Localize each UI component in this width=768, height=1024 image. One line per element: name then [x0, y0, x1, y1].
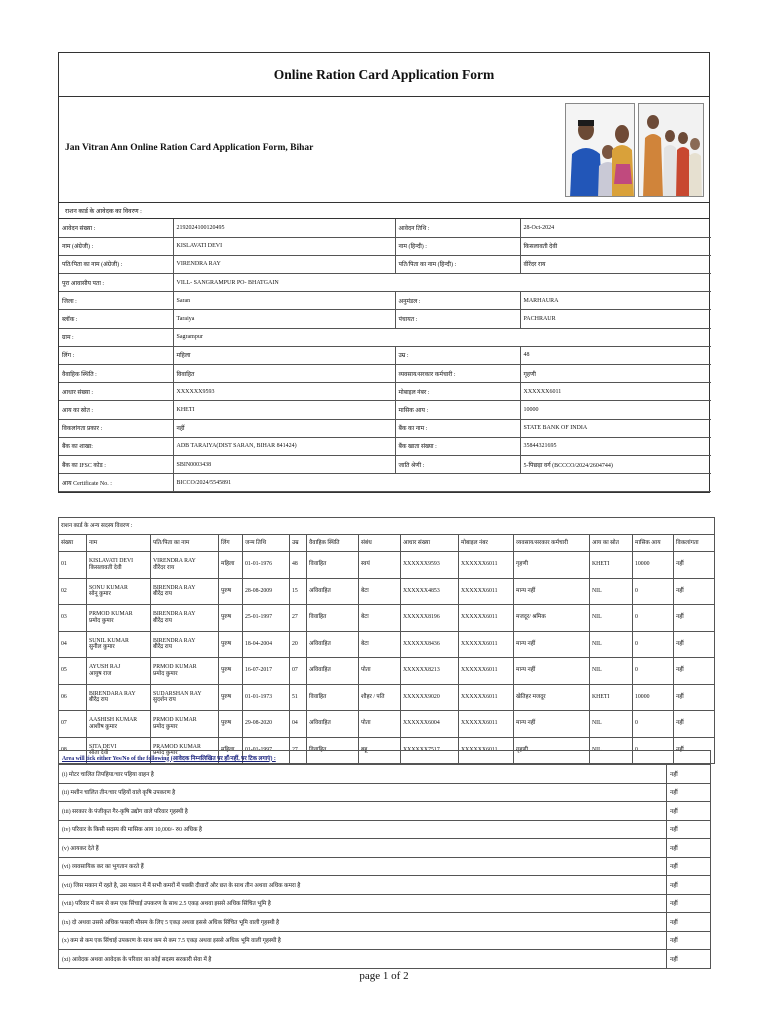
member-mobile: XXXXXX6011 — [459, 605, 514, 632]
member-income_src: NIL — [590, 578, 633, 605]
member-rel: बेटा — [359, 631, 401, 658]
field-label: उम्र : — [395, 346, 520, 364]
field-value: Saran — [173, 292, 395, 310]
member-father-name — [151, 684, 219, 711]
member-name-en: PRMOD KUMAR — [89, 611, 133, 618]
member-dis: नहीं — [674, 658, 715, 685]
applicant-row — [59, 437, 711, 455]
member-name — [87, 605, 151, 632]
asset-question-row — [59, 802, 711, 821]
field-value: VILL- SANGRAMPUR PO- BHATGAIN — [173, 274, 711, 292]
field-value: नहीं — [173, 419, 395, 437]
field-value: XXXXXX6011 — [520, 383, 711, 401]
father-name-hi: प्रमोद कुमार — [153, 723, 178, 730]
member-number: 07 — [59, 711, 87, 738]
member-number: 04 — [59, 631, 87, 658]
member-income: 10000 — [633, 552, 674, 579]
member-dis: नहीं — [674, 737, 715, 764]
column-header: व्यवसाय/सरकार कर्मचारी — [514, 535, 590, 552]
asset-answer: नहीं — [667, 876, 711, 895]
field-label: मोबाइल नंबर : — [395, 383, 520, 401]
member-number: 08 — [59, 737, 87, 764]
member-father-name — [151, 605, 219, 632]
asset-answer: नहीं — [667, 894, 711, 913]
asset-question: (viii) परिवार में कम से कम एक सिंचाई उपकरण के साथ 2.5 एकड़ अथवा इससे अधिक सिंचित भूमि है — [59, 894, 667, 913]
field-label: आवेदन तिथि : — [395, 219, 520, 237]
field-value: 2192024100120495 — [173, 219, 395, 237]
field-label: आधार संख्या : — [59, 383, 173, 401]
column-header: पति/पिता का नाम — [151, 535, 219, 552]
member-dob: 16-07-2017 — [243, 658, 290, 685]
members-table — [58, 517, 715, 764]
member-rel: पोता — [359, 711, 401, 738]
member-gender: पुरुष — [219, 658, 243, 685]
member-name-hi: सीता देवी — [89, 750, 109, 757]
member-name-en: SONU KUMAR — [89, 584, 128, 591]
member-gender: महिला — [219, 552, 243, 579]
member-mobile: XXXXXX6011 — [459, 631, 514, 658]
member-aadhaar: XXXXXX6004 — [401, 711, 459, 738]
member-income: 0 — [633, 658, 674, 685]
member-rel: बेटा — [359, 578, 401, 605]
field-label: बैंक का नाम : — [395, 419, 520, 437]
member-row — [59, 605, 715, 632]
member-name-en: SUNIL KUMAR — [89, 637, 129, 644]
member-dis: नहीं — [674, 578, 715, 605]
field-label: व्यवसाय/सरकार कर्मचारी : — [395, 365, 520, 383]
member-age: 27 — [290, 605, 307, 632]
member-name — [87, 552, 151, 579]
field-value: Taraiya — [173, 310, 395, 328]
asset-question: (x) कम से कम एक सिंचाई उपकरण के साथ कम से कम 7.5 एकड़ अथवा इससे अधिक भूमि वाली गृहस्थी है — [59, 931, 667, 950]
asset-question-row — [59, 876, 711, 895]
member-occ: गृहणी — [514, 737, 590, 764]
applicant-row — [59, 274, 711, 292]
member-name-hi: बीरेंद्र राय — [89, 697, 108, 704]
member-occ: मान्य नहीं — [514, 578, 590, 605]
field-value: SBIN0003438 — [173, 455, 395, 473]
field-label: आवेदन संख्या : — [59, 219, 173, 237]
field-label: पति/पिता का नाम (अंग्रेजी) : — [59, 255, 173, 273]
member-name-en: BIRENDARA RAY — [89, 690, 136, 697]
member-name-en: KISLAVATI DEVI — [89, 558, 134, 565]
member-name-hi: किसलावती देवी — [89, 564, 122, 571]
father-name-en: BIRENDRA RAY — [153, 637, 196, 644]
member-dis: नहीं — [674, 605, 715, 632]
member-dob: 01-01-1997 — [243, 737, 290, 764]
member-dis: नहीं — [674, 631, 715, 658]
header-section — [59, 97, 709, 203]
applicant-section-title: राशन कार्ड के आवेदक का विवरण : — [59, 203, 709, 219]
applicant-row — [59, 419, 711, 437]
member-marital: विवाहित — [307, 737, 359, 764]
applicant-row — [59, 401, 711, 419]
member-occ: मान्य नहीं — [514, 631, 590, 658]
asset-answer: नहीं — [667, 913, 711, 932]
column-header: मासिक आय — [633, 535, 674, 552]
member-number: 02 — [59, 578, 87, 605]
member-occ: मान्य नहीं — [514, 711, 590, 738]
field-label: अनुमंडल : — [395, 292, 520, 310]
field-label: पूरा आवासीय पता : — [59, 274, 173, 292]
asset-answer: नहीं — [667, 820, 711, 839]
father-name-en: SUDARSHAN RAY — [153, 690, 202, 697]
father-name-hi: प्रमोद कुमार — [153, 750, 178, 757]
field-value: VIRENDRA RAY — [173, 255, 395, 273]
father-name-en: BIRENDRA RAY — [153, 611, 196, 618]
member-mobile: XXXXXX6011 — [459, 552, 514, 579]
member-marital: अविवाहित — [307, 711, 359, 738]
asset-question: (v) आयकर देते हैं — [59, 839, 667, 858]
member-father-name — [151, 711, 219, 738]
members-section-title: राशन कार्ड के अन्य सदस्य विवरण : — [59, 518, 715, 535]
member-income_src: NIL — [590, 658, 633, 685]
assets-table — [58, 750, 711, 969]
field-label: नाम (हिन्दी) : — [395, 237, 520, 255]
field-value: MARHAURA — [520, 292, 711, 310]
asset-answer: नहीं — [667, 765, 711, 784]
member-income_src: KHETI — [590, 684, 633, 711]
member-gender: पुरुष — [219, 711, 243, 738]
field-label: पंचायत : — [395, 310, 520, 328]
field-label: बैंक का IFSC कोड : — [59, 455, 173, 473]
member-aadhaar: XXXXXX7517 — [401, 737, 459, 764]
column-header: जन्म तिथि — [243, 535, 290, 552]
field-value: BICCO/2024/5545891 — [173, 474, 711, 492]
field-value: XXXXXX9593 — [173, 383, 395, 401]
father-name-en: PRMOD KUMAR — [153, 664, 197, 671]
member-age: 04 — [290, 711, 307, 738]
member-rel: बहू — [359, 737, 401, 764]
field-label: मासिक आय : — [395, 401, 520, 419]
member-occ: गृहणी — [514, 552, 590, 579]
applicant-row — [59, 365, 711, 383]
column-header: विकलांगता — [674, 535, 715, 552]
field-value: महिला — [173, 346, 395, 364]
member-mobile: XXXXXX6011 — [459, 684, 514, 711]
member-dis: नहीं — [674, 684, 715, 711]
member-father-name — [151, 631, 219, 658]
member-income_src: NIL — [590, 605, 633, 632]
member-number: 03 — [59, 605, 87, 632]
field-value: STATE BANK OF INDIA — [520, 419, 711, 437]
applicant-row — [59, 310, 711, 328]
asset-question-row — [59, 857, 711, 876]
field-value: KISLAVATI DEVI — [173, 237, 395, 255]
asset-question: (ii) मशीन चालित तीन/चार पहियों वाले कृषि उपकरण है — [59, 783, 667, 802]
member-mobile: XXXXXX6011 — [459, 737, 514, 764]
member-gender: पुरुष — [219, 605, 243, 632]
member-row — [59, 658, 715, 685]
member-income_src: NIL — [590, 711, 633, 738]
member-income: 0 — [633, 737, 674, 764]
field-value: 10000 — [520, 401, 711, 419]
member-name — [87, 684, 151, 711]
field-label: पति/पिता का नाम (हिन्दी) : — [395, 255, 520, 273]
member-rel: बेटा — [359, 605, 401, 632]
member-occ: मान्य नहीं — [514, 658, 590, 685]
member-dob: 18-04-2004 — [243, 631, 290, 658]
member-rel: स्वयं — [359, 552, 401, 579]
field-value: 48 — [520, 346, 711, 364]
member-gender: पुरुष — [219, 578, 243, 605]
field-label: लिंग : — [59, 346, 173, 364]
member-mobile: XXXXXX6011 — [459, 578, 514, 605]
father-name-hi: बीरेंद्र राय — [153, 591, 172, 598]
applicant-details-table — [59, 219, 711, 492]
column-header: नाम — [87, 535, 151, 552]
asset-question-row — [59, 950, 711, 969]
member-name-hi: आशीष कुमार — [89, 723, 117, 730]
form-frame — [58, 52, 710, 493]
column-header: लिंग — [219, 535, 243, 552]
member-rel: पोता — [359, 658, 401, 685]
applicant-row — [59, 237, 711, 255]
father-name-en: VIRENDRA RAY — [153, 558, 196, 565]
member-name-en: SITA DEVI — [89, 743, 117, 750]
member-number: 05 — [59, 658, 87, 685]
member-age: 48 — [290, 552, 307, 579]
applicant-row — [59, 255, 711, 273]
asset-answer: नहीं — [667, 839, 711, 858]
asset-answer: नहीं — [667, 950, 711, 969]
member-marital: अविवाहित — [307, 631, 359, 658]
member-dob: 01-01-1976 — [243, 552, 290, 579]
member-income_src: NIL — [590, 631, 633, 658]
asset-question: (iv) परिवार के किसी सदस्य की मासिक आय 10,000/- रु0 अधिक है — [59, 820, 667, 839]
applicant-row — [59, 455, 711, 473]
member-dob: 29-08-2020 — [243, 711, 290, 738]
member-income: 0 — [633, 711, 674, 738]
column-header: वैवाहिक स्थिति — [307, 535, 359, 552]
member-number: 06 — [59, 684, 87, 711]
field-label: आय Certificate No. : — [59, 474, 173, 492]
member-name — [87, 578, 151, 605]
member-dis: नहीं — [674, 711, 715, 738]
father-name-hi: बीरेंद्र राय — [153, 644, 172, 651]
member-gender: पुरुष — [219, 631, 243, 658]
field-label: ब्लॉक : — [59, 310, 173, 328]
field-label: नाम (अंग्रेजी) : — [59, 237, 173, 255]
field-label: वैवाहिक स्थिति : — [59, 365, 173, 383]
father-name-hi: सुदर्शन राय — [153, 697, 176, 704]
member-name — [87, 631, 151, 658]
member-mobile: XXXXXX6011 — [459, 711, 514, 738]
member-income_src: NIL — [590, 737, 633, 764]
member-gender: महिला — [219, 737, 243, 764]
member-father-name — [151, 658, 219, 685]
field-label: बैंक खाता संख्या : — [395, 437, 520, 455]
asset-answer: नहीं — [667, 802, 711, 821]
father-name-hi: वीरेंदर राय — [153, 564, 175, 571]
member-gender: पुरुष — [219, 684, 243, 711]
member-marital: अविवाहित — [307, 578, 359, 605]
field-label: ग्राम : — [59, 328, 173, 346]
member-name — [87, 711, 151, 738]
member-age: 51 — [290, 684, 307, 711]
applicant-row — [59, 474, 711, 492]
member-aadhaar: XXXXXX4853 — [401, 578, 459, 605]
family-photo — [638, 103, 704, 197]
member-income: 0 — [633, 631, 674, 658]
member-rel: शौहर / पति — [359, 684, 401, 711]
applicant-row — [59, 292, 711, 310]
asset-question-row — [59, 820, 711, 839]
member-name-hi: सुनील कुमार — [89, 644, 115, 651]
member-dob: 28-08-2009 — [243, 578, 290, 605]
field-value: 28-Oct-2024 — [520, 219, 711, 237]
member-dob: 25-01-1997 — [243, 605, 290, 632]
applicant-row — [59, 346, 711, 364]
column-header: संख्या — [59, 535, 87, 552]
form-subtitle: Jan Vitran Ann Online Ration Card Application Form, Bihar — [65, 143, 314, 153]
member-age: 20 — [290, 631, 307, 658]
member-occ: खेतिहर मजदूर — [514, 684, 590, 711]
field-value: KHETI — [173, 401, 395, 419]
field-label: विकलांगता प्रकार : — [59, 419, 173, 437]
asset-question-row — [59, 931, 711, 950]
applicant-row — [59, 219, 711, 237]
field-value: वीरेंदर राय — [520, 255, 711, 273]
member-father-name — [151, 578, 219, 605]
member-marital: विवाहित — [307, 605, 359, 632]
member-mobile: XXXXXX6011 — [459, 658, 514, 685]
father-name-en: PRMOD KUMAR — [153, 717, 197, 724]
asset-question-row — [59, 765, 711, 784]
member-dob: 01-01-1973 — [243, 684, 290, 711]
member-name-en: AASHISH KUMAR — [89, 717, 138, 724]
member-number: 01 — [59, 552, 87, 579]
asset-question: (iii) सरकार के पंजीकृत गैर-कृषि उद्योग वाले परिवार गृहस्थी है — [59, 802, 667, 821]
form-title: Online Ration Card Application Form — [59, 53, 709, 97]
field-label: जाति श्रेणी : — [395, 455, 520, 473]
member-aadhaar: XXXXXX8196 — [401, 605, 459, 632]
member-dis: नहीं — [674, 552, 715, 579]
member-occ: मजदूर/ श्रमिक — [514, 605, 590, 632]
member-name-hi: आयुष राज — [89, 670, 112, 677]
asset-question-row — [59, 913, 711, 932]
field-value: ADB TARAIYA(DIST SARAN, BIHAR 841424) — [173, 437, 395, 455]
applicant-row — [59, 383, 711, 401]
member-aadhaar: XXXXXX8213 — [401, 658, 459, 685]
member-name — [87, 658, 151, 685]
member-age: 07 — [290, 658, 307, 685]
father-name-en: BIRENDRA RAY — [153, 584, 196, 591]
column-header: संबंध — [359, 535, 401, 552]
member-row — [59, 552, 715, 579]
member-marital: विवाहित — [307, 552, 359, 579]
member-income: 0 — [633, 578, 674, 605]
field-label: आय का स्रोत : — [59, 401, 173, 419]
asset-question-row — [59, 783, 711, 802]
asset-question-row — [59, 839, 711, 858]
member-aadhaar: XXXXXX9593 — [401, 552, 459, 579]
column-header: उम्र — [290, 535, 307, 552]
member-age: 27 — [290, 737, 307, 764]
member-age: 15 — [290, 578, 307, 605]
member-aadhaar: XXXXXX9020 — [401, 684, 459, 711]
asset-question: (xi) आवेदक अथवा आवेदक के परिवार का कोई सदस्य सरकारी सेवा में है — [59, 950, 667, 969]
father-name-hi: बीरेंद्र राय — [153, 617, 172, 624]
asset-question: (i) मोटर चालित तिपहिया/चार पहिया वाहन है — [59, 765, 667, 784]
father-name-en: PRAMOD KUMAR — [153, 743, 201, 750]
asset-question: (vi) व्यवसायिक कर का भुगतान करते हैं — [59, 857, 667, 876]
member-name-en: AYUSH RAJ — [89, 664, 121, 671]
assets-heading: Area will tick either Yes/No of the following (आवेदक निम्नलिखित पर हाँ/नहीं, पर टिक लगाएं) : — [59, 751, 711, 765]
asset-question: (ix) दो अथवा उससे अधिक फसली मौसम के लिए 5 एकड़ अथवा इससे अधिक सिंचित भूमि वाली गृहस्थी है — [59, 913, 667, 932]
asset-answer: नहीं — [667, 931, 711, 950]
field-value: विवाहित — [173, 365, 395, 383]
asset-question-row — [59, 894, 711, 913]
field-value: 35844321695 — [520, 437, 711, 455]
column-header: आधार संख्या — [401, 535, 459, 552]
member-name-hi: प्रमोद कुमार — [89, 617, 114, 624]
member-marital: विवाहित — [307, 684, 359, 711]
member-row — [59, 578, 715, 605]
member-name-hi: सोनू कुमार — [89, 591, 111, 598]
applicant-photo — [565, 103, 635, 197]
asset-answer: नहीं — [667, 857, 711, 876]
applicant-row — [59, 328, 711, 346]
member-row — [59, 684, 715, 711]
member-income_src: KHETI — [590, 552, 633, 579]
member-income: 0 — [633, 605, 674, 632]
member-aadhaar: XXXXXX8436 — [401, 631, 459, 658]
field-label: जिला : — [59, 292, 173, 310]
member-row — [59, 711, 715, 738]
member-father-name — [151, 552, 219, 579]
column-header: मोबाइल नंबर — [459, 535, 514, 552]
field-value: 5-पिछड़ा वर्ग (BCCCO/2024/2604744) — [520, 455, 711, 473]
asset-answer: नहीं — [667, 783, 711, 802]
field-value: PACHRAUR — [520, 310, 711, 328]
father-name-hi: प्रमोद कुमार — [153, 670, 178, 677]
field-value: Sagrampur — [173, 328, 711, 346]
column-header: आय का स्रोत — [590, 535, 633, 552]
field-value: गृहणी — [520, 365, 711, 383]
member-row — [59, 631, 715, 658]
page-number: page 1 of 2 — [359, 970, 409, 982]
field-value: किसलावती देवी — [520, 237, 711, 255]
field-label: बैंक का शाखा: — [59, 437, 173, 455]
member-income: 10000 — [633, 684, 674, 711]
member-marital: अविवाहित — [307, 658, 359, 685]
asset-question: (vii) जिस मकान में रहते है, उस मकान में मैं सभी कमरों में पक्की दीवारों और छत के साथ तीन अथवा अधिक कमरा है — [59, 876, 667, 895]
